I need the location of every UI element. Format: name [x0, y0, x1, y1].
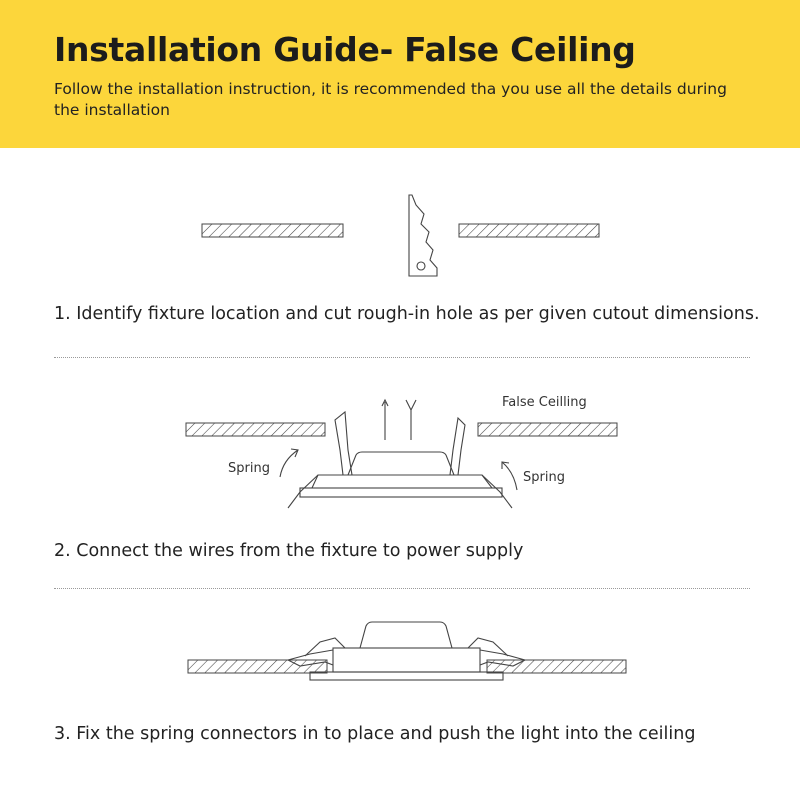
spring-label-right: Spring	[523, 470, 565, 485]
spring-right-arm	[482, 475, 512, 508]
step-3-diagram	[0, 610, 800, 710]
ceiling-panel-left	[188, 660, 327, 673]
curved-arrow-right	[502, 462, 517, 490]
false-ceiling-label: False Ceilling	[502, 395, 587, 410]
curved-arrow-left	[280, 450, 298, 477]
light-body	[333, 648, 480, 672]
light-trim	[310, 672, 503, 680]
ceiling-panel-left	[186, 423, 325, 436]
ceiling-panel-left	[202, 224, 343, 237]
spring-left	[335, 412, 352, 475]
step-3-text: 3. Fix the spring connectors in to place and push the light into the ceiling	[54, 724, 696, 744]
divider-1	[54, 357, 750, 358]
step-2-diagram	[0, 380, 800, 520]
divider-2	[54, 588, 750, 589]
page-title: Installation Guide- False Ceiling	[54, 30, 636, 69]
saw-icon	[409, 195, 437, 276]
light-body	[312, 475, 492, 488]
page-subtitle: Follow the installation instruction, it is recommended tha you use all the details during the installation	[54, 80, 727, 119]
light-dome	[360, 622, 452, 648]
ceiling-panel-right	[487, 660, 626, 673]
light-dome	[348, 452, 454, 475]
ceiling-panel-right	[478, 423, 617, 436]
step-1-diagram	[0, 0, 800, 290]
wire-fork	[406, 400, 416, 440]
ceiling-panel-right	[459, 224, 599, 237]
step-2-text: 2. Connect the wires from the fixture to power supply	[54, 541, 524, 561]
step-1-text: 1. Identify fixture location and cut rough-in hole as per given cutout dimensions.	[54, 304, 760, 324]
light-trim	[300, 488, 502, 497]
spring-label-left: Spring	[228, 461, 270, 476]
spring-left-arm	[288, 475, 318, 508]
spring-right	[450, 418, 465, 475]
